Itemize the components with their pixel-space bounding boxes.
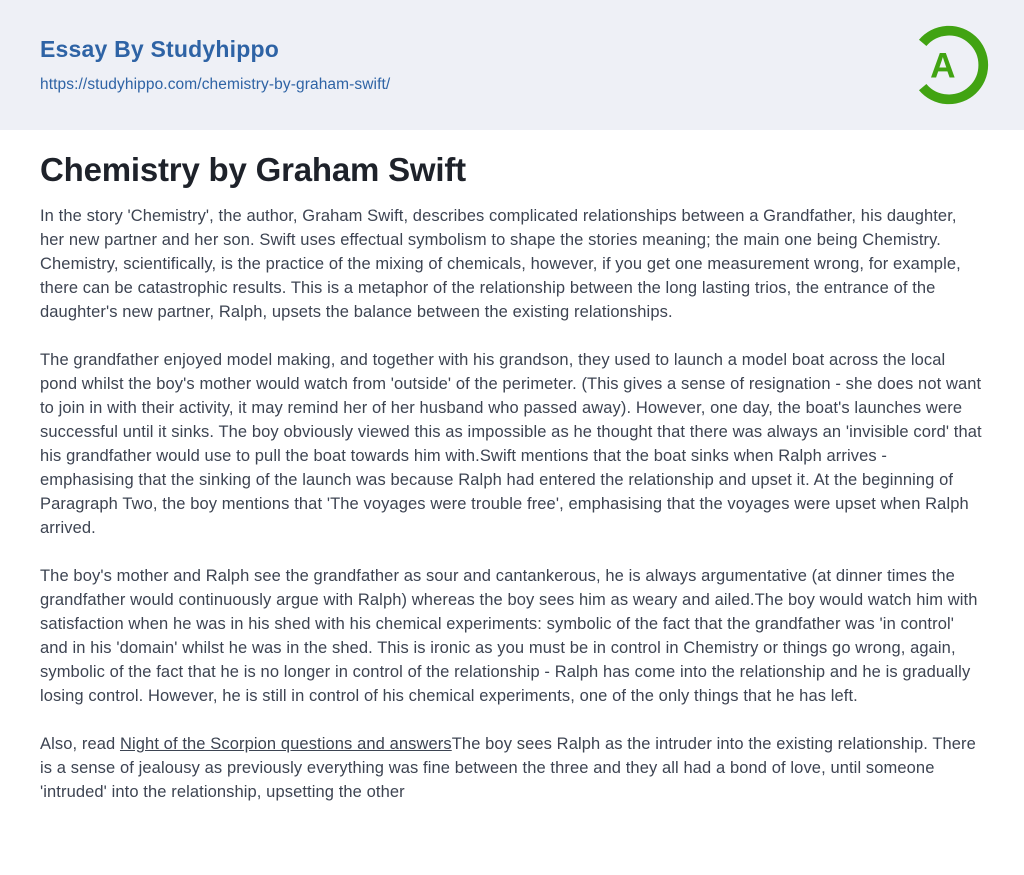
- page-header: [0, 0, 1024, 130]
- essay-paragraph-3: The boy's mother and Ralph see the grandfather as sour and cantankerous, he is always argumentative (at dinner times the grandfather would continuously argue with Ralph) whereas the boy sees him as weary and ailed.The boy would watch him with satisfaction when he was in his shed with his chemical experiments: symbolic of the fact that the grandfather was 'in control' and in his 'domain' whilst he was in the shed. This is ironic as you must be in control in Chemistry or things go wrong, again, symbolic of the fact that he is no longer in control of the relationship - Ralph has come into the relationship and he is gradually losing control. However, he is still in control of his chemical experiments, one of the only things that he has left.: [40, 567, 978, 705]
- logo-arc-icon: [905, 21, 993, 109]
- essay-url-link[interactable]: https://studyhippo.com/chemistry-by-graham-swift/: [40, 76, 391, 93]
- essay-paragraph-4: [40, 732, 984, 804]
- scorpion-questions-link[interactable]: Night of the Scorpion questions and answers: [119, 735, 452, 753]
- final-paragraph-suffix: The boy sees Ralph as the intruder into the existing relationship. There is a sense of jealousy as previously everything was fine between the three and they all had a bond of love, until someone 'intruded' into the relationship, upsetting the other: [40, 735, 976, 801]
- final-paragraph-prefix: Also, read: [40, 735, 120, 753]
- essay-paragraph-1: In the story 'Chemistry', the author, Graham Swift, describes complicated relationships between a Grandfather, his daughter, her new partner and her son. Swift uses effectual symbolism to shape the stories meaning; the main one being Chemistry. Chemistry, scientifically, is the practice of the mixing of chemicals, however, if you get one measurement wrong, for example, there can be catastrophic results. This is a metaphor of the relationship between the long lasting trios, the entrance of the daughter's new partner, Ralph, upsets the balance between the existing relationships.: [40, 207, 961, 321]
- essay-content: [0, 130, 1024, 804]
- site-title: Essay By Studyhippo: [40, 36, 279, 62]
- essay-title: Chemistry by Graham Swift: [40, 151, 466, 188]
- essay-paragraph-2: The grandfather enjoyed model making, and together with his grandson, they used to launch a model boat across the local pond whilst the boy's mother would watch from 'outside' of the perimeter. (This gives a sense of resignation - she does not want to join in with their activity, it may remind her of her husband who passed away). However, one day, the boat's launches were successful until it sinks. The boy obviously viewed this as impossible as he thought that there was always an 'invisible cord' that his grandfather would use to pull the boat towards him with.Swift mentions that the boat sinks when Ralph arrives - emphasising that the sinking of the launch was because Ralph had entered the relationship and upset it. At the beginning of Paragraph Two, the boy mentions that 'The voyages were trouble free', emphasising that the voyages were upset when Ralph arrived.: [40, 351, 982, 537]
- studyhippo-logo: [904, 20, 994, 110]
- header-text-block: [40, 36, 390, 94]
- logo-letter: A: [930, 46, 956, 86]
